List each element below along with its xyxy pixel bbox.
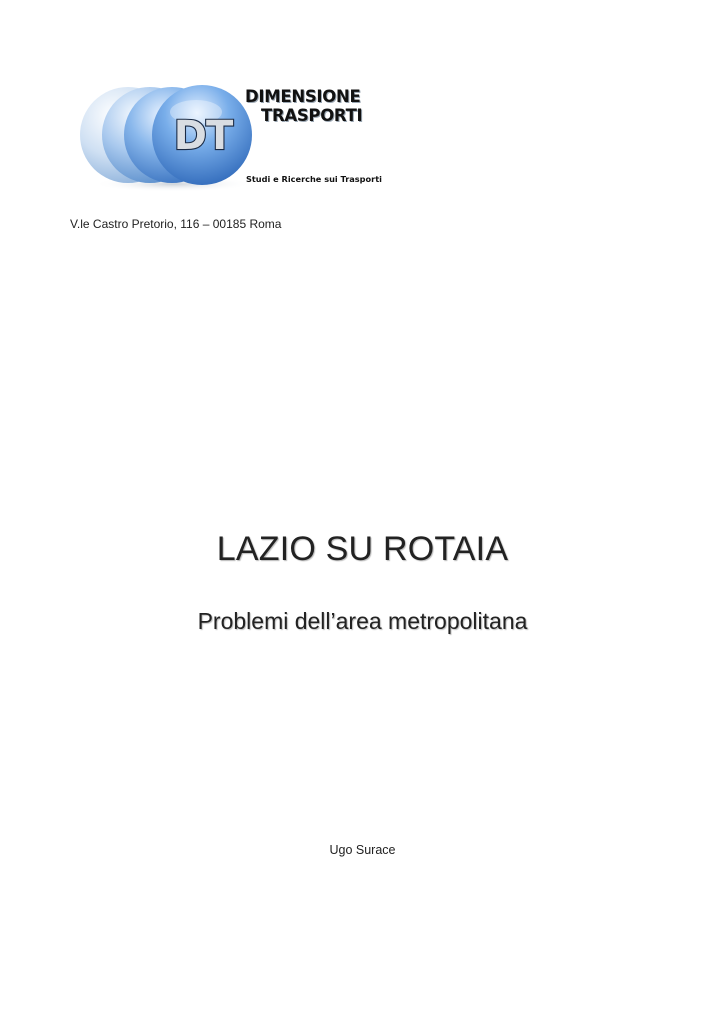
company-address: V.le Castro Pretorio, 116 – 00185 Roma [70,217,282,231]
document-subtitle: Problemi dell’area metropolitana [197,608,528,634]
document-title: LAZIO SU ROTAIA [216,530,509,568]
company-logo [78,80,383,195]
logo-spheres-graphic [78,80,253,195]
logo-tagline: Studi e Ricerche sui Trasporti [246,174,382,184]
logo-monogram: DT [173,113,233,159]
logo-name-line2: TRASPORTI [261,106,363,125]
document-author: Ugo Surace [329,843,396,857]
logo-name-line1: DIMENSIONE [245,87,361,106]
